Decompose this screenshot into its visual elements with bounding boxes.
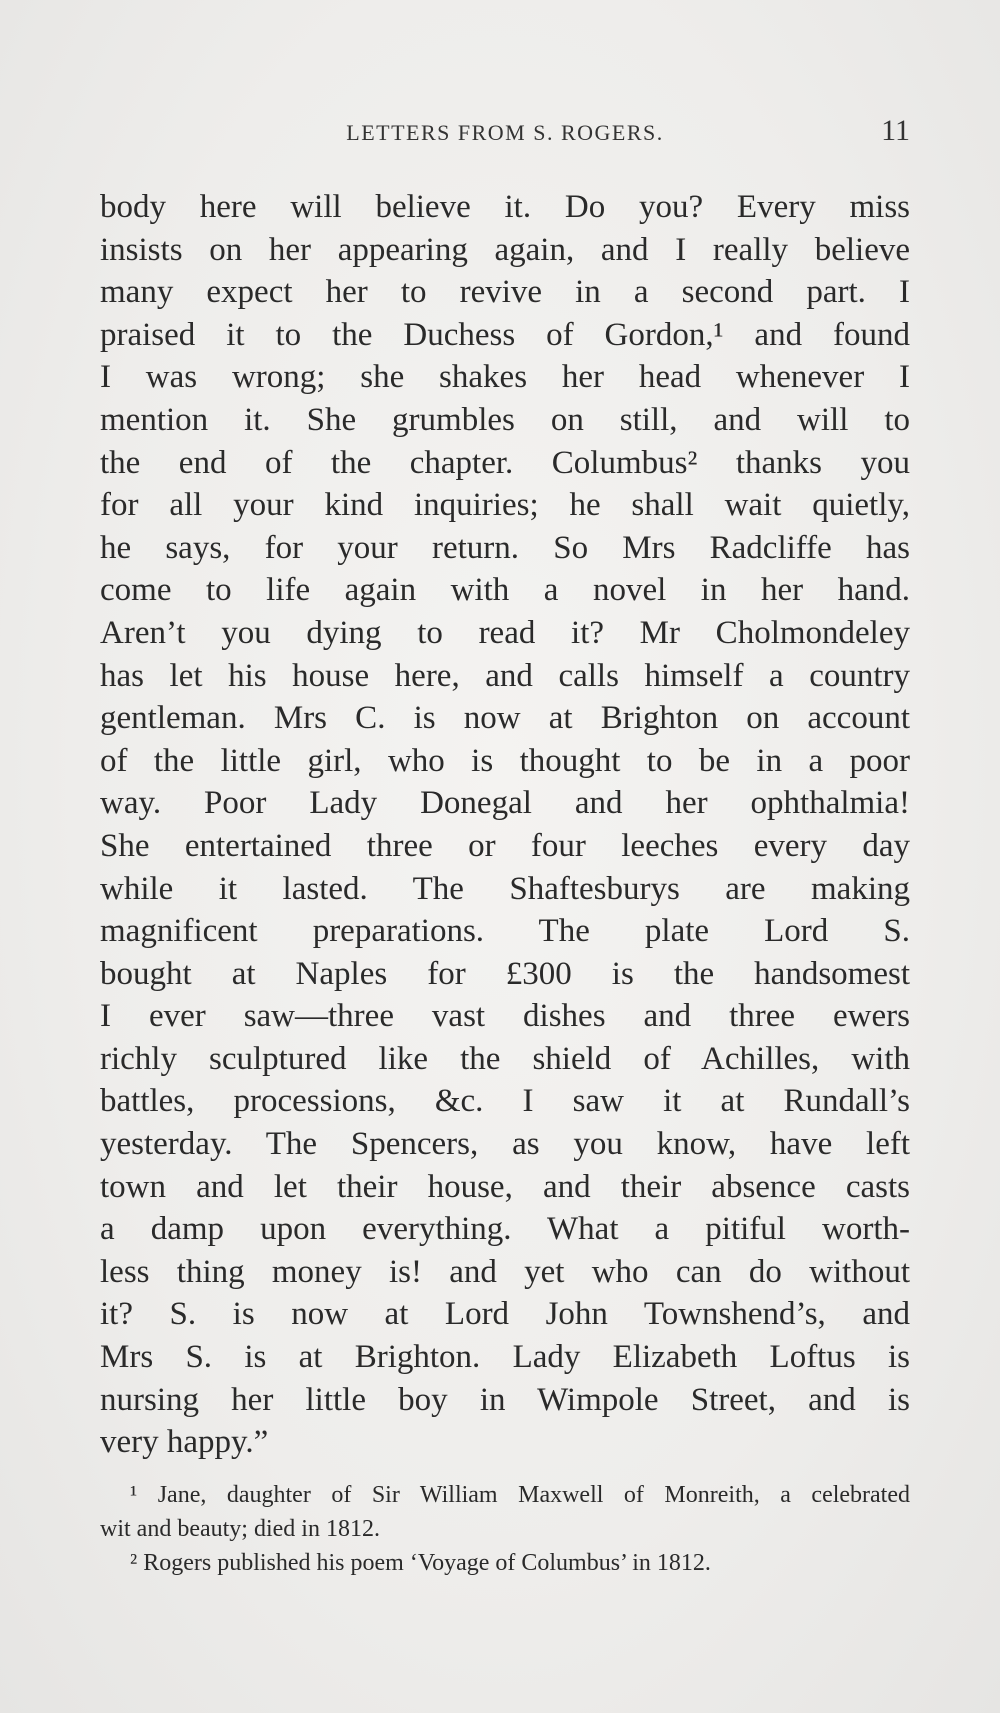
footnotes: [100, 1478, 910, 1580]
page-number: 11: [881, 114, 910, 147]
text-line: nursing her little boy in Wimpole Street, and is: [100, 1381, 910, 1418]
text-line: come to life again with a novel in her hand.: [100, 572, 910, 609]
text-line: way. Poor Lady Donegal and her ophthalmia!: [100, 785, 910, 822]
text-line: praised it to the Duchess of Gordon,¹ and found: [100, 316, 910, 353]
text-line: of the little girl, who is thought to be in a poor: [100, 742, 910, 779]
footnote-2: ² Rogers published his poem ‘Voyage of Columbus’ in 1812.: [130, 1550, 711, 1576]
text-line: body here will believe it. Do you? Every miss: [100, 189, 910, 225]
text-line: less thing money is! and yet who can do without: [100, 1253, 910, 1290]
footnote-1: ¹ Jane, daughter of Sir William Maxwell of Monreith, a celebrated: [130, 1482, 910, 1508]
text-line: She entertained three or four leeches every day: [100, 827, 910, 864]
text-line: very happy.”: [100, 1424, 269, 1461]
text-line: while it lasted. The Shaftesburys are making: [100, 870, 910, 907]
body-text: [100, 186, 910, 1464]
text-line: insists on her appearing again, and I really believe: [100, 231, 910, 268]
text-line: Mrs S. is at Brighton. Lady Elizabeth Loftus is: [100, 1339, 910, 1376]
text-line: yesterday. The Spencers, as you know, have left: [100, 1126, 910, 1163]
text-line: the end of the chapter. Columbus² thanks you: [100, 444, 910, 481]
text-line: Aren’t you dying to read it? Mr Cholmondeley: [100, 614, 910, 651]
text-line: many expect her to revive in a second part. I: [100, 274, 910, 311]
text-line: for all your kind inquiries; he shall wait quietly,: [100, 487, 910, 524]
running-head: [100, 114, 910, 154]
text-line: he says, for your return. So Mrs Radcliffe has: [100, 529, 910, 566]
text-line: town and let their house, and their absence casts: [100, 1168, 910, 1205]
text-line: battles, processions, &c. I saw it at Rundall’s: [100, 1083, 910, 1120]
footnote-1-continued: wit and beauty; died in 1812.: [100, 1516, 380, 1542]
running-title: LETTERS FROM S. ROGERS.: [346, 120, 664, 145]
text-line: bought at Naples for £300 is the handsomest: [100, 955, 910, 992]
text-line: it? S. is now at Lord John Townshend’s, and: [100, 1296, 910, 1333]
text-line: gentleman. Mrs C. is now at Brighton on account: [100, 700, 910, 737]
text-line: I was wrong; she shakes her head whenever I: [100, 359, 910, 396]
text-line: a damp upon everything. What a pitiful worth-: [100, 1211, 910, 1248]
text-line: richly sculptured like the shield of Achilles, with: [100, 1040, 910, 1077]
text-line: has let his house here, and calls himself a country: [100, 657, 910, 694]
text-line: mention it. She grumbles on still, and will to: [100, 401, 910, 438]
text-line: I ever saw—three vast dishes and three ewers: [100, 998, 910, 1035]
text-line: magnificent preparations. The plate Lord S.: [100, 913, 910, 950]
